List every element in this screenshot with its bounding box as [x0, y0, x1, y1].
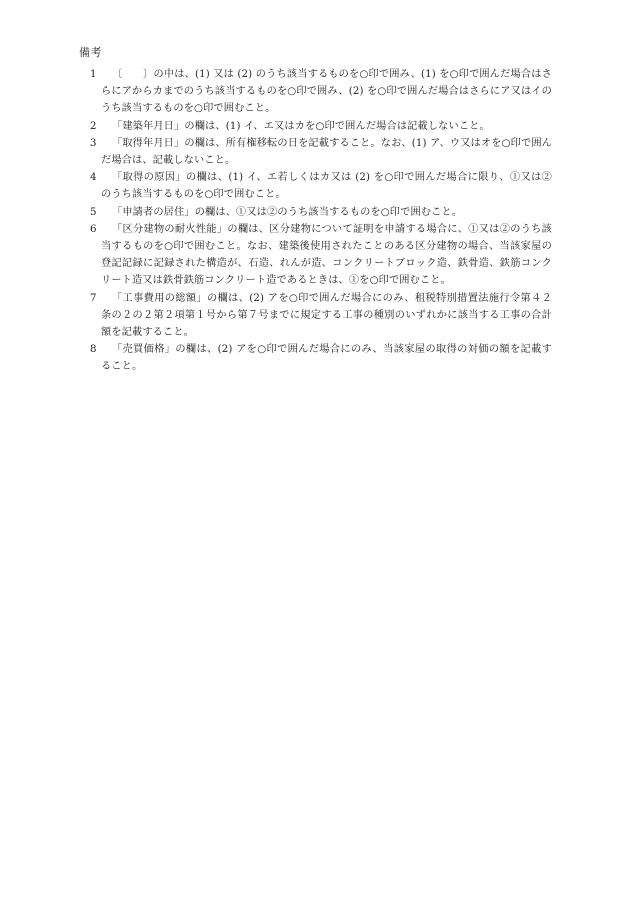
remark-text: 「取得年月日」の欄は、所有権移転の日を記載すること。なお、(1) ア、ウ又はオを○印で囲んだ場合は、記載しないこと。 [101, 137, 552, 167]
remark-item [90, 221, 552, 290]
remarks-list [90, 66, 552, 376]
remark-text: 「取得の原因」の欄は、(1) イ、エ若しくはカ又は (2) を○印で囲んだ場合に限り、①又は②のうち該当するものを○印で囲むこと。 [101, 172, 552, 201]
remark-item [90, 169, 552, 203]
remark-number: 8 [90, 344, 97, 356]
remark-text: 「売買価格」の欄は、(2) アを○印で囲んだ場合にのみ、当該家屋の取得の対価の額を記載すること。 [101, 344, 552, 373]
remark-text: 「区分建物の耐火性能」の欄は、区分建物について証明を申請する場合に、①又は②のうち該当するものを○印で囲むこと。なお、建築後使用されたことのある区分建物の場合、当該家屋の登記記録に記録された構造が、石造、れんが造、コンクリートブロック造、鉄骨造、鉄筋コンクリート造又は鉄骨鉄筋コンクリート造であるときは、①を○印で囲むこと。 [101, 223, 552, 287]
remark-item [90, 341, 552, 375]
remark-item [90, 204, 552, 221]
remark-number: 5 [90, 206, 97, 218]
remark-number: 6 [90, 223, 97, 235]
remark-text: 〔 〕の中は、(1) 又は (2) のうち該当するものを○印で囲み、(1) を○印で囲んだ場合はさらにアからカまでのうち該当するものを○印で囲み、(2) を○印で囲んだ場合はさらにア又はイのうち該当するものを○印で囲むこと。 [101, 69, 552, 115]
remark-item [90, 135, 552, 169]
remark-number: 2 [90, 120, 97, 132]
remark-text: 「建築年月日」の欄は、(1) イ、エ又はカを○印で囲んだ場合は記載しないこと。 [112, 120, 490, 132]
remark-item [90, 290, 552, 342]
remark-text: 「工事費用の総額」の欄は、(2) アを○印で囲んだ場合にのみ、租税特別措置法施行令第４２条の２の２第２項第１号から第７号までに規定する工事の種別のいずれかに該当する工事の合計額を記載すること。 [101, 292, 552, 339]
remark-number: 3 [90, 137, 97, 149]
remark-item [90, 66, 552, 118]
remark-number: 7 [90, 292, 97, 304]
remark-number: 1 [90, 69, 97, 80]
remark-text: 「申請者の居住」の欄は、①又は②のうち該当するものを○印で囲むこと。 [112, 206, 463, 218]
remarks-heading: 備考 [79, 46, 102, 59]
remark-item [90, 118, 552, 135]
remark-number: 4 [90, 172, 97, 184]
